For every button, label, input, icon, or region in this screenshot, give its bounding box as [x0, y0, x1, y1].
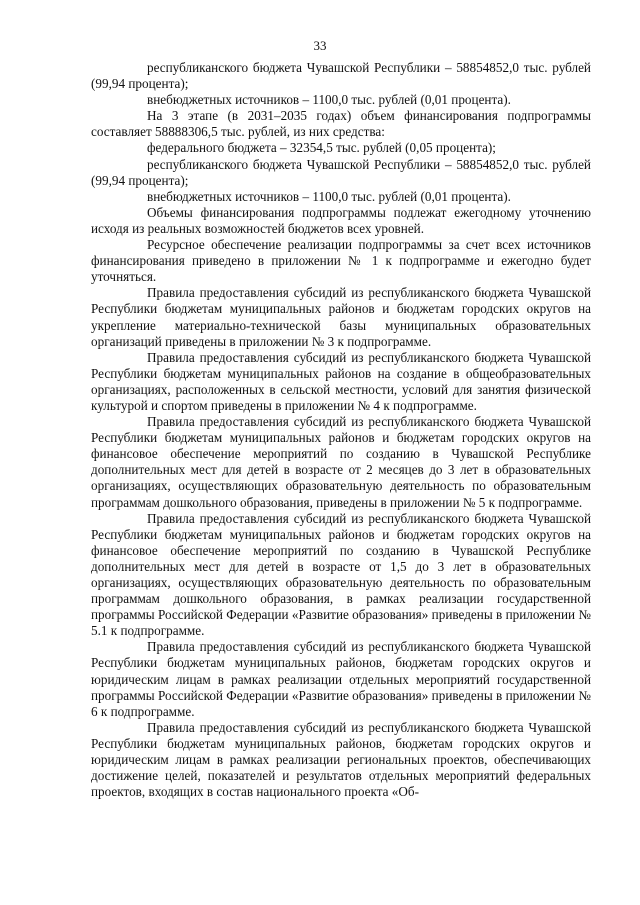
paragraph-12: Правила предоставления субсидий из республиканского бюджета Чувашской Республики бюджетам муниципальных районов и бюджетам городских округов на финансовое обеспечение мероприятий по созданию в Чувашской Республике дополнительных мест для детей в возрасте от 1,5 до 3 лет в образовательных организациях, осуществляющих образовательную деятельность по образовательным программам дошкольного образования, в рамках реализации государственной программы Российской Федерации «Развитие образования» приведены в приложении № 5.1 к подпрограмме. — [91, 510, 591, 639]
paragraph-9: Правила предоставления субсидий из республиканского бюджета Чувашской Республики бюджетам муниципальных районов и бюджетам городских округов на укрепление материально-технической базы муниципальных образовательных организаций приведены в приложении № 3 к подпрограмме. — [91, 285, 591, 349]
document-body — [91, 60, 591, 800]
paragraph-11: Правила предоставления субсидий из республиканского бюджета Чувашской Республики бюджетам муниципальных районов и бюджетам городских округов на финансовое обеспечение мероприятий по созданию в Чувашской Республике дополнительных мест для детей в возрасте от 2 месяцев до 3 лет в образовательных организациях, осуществляющих образовательную деятельность по образовательным программам дошкольного образования, приведены в приложении № 5 к подпрограмме. — [91, 414, 591, 510]
paragraph-2: внебюджетных источников – 1100,0 тыс. рублей (0,01 процента). — [147, 92, 511, 108]
paragraph-4: федерального бюджета – 32354,5 тыс. рублей (0,05 процента); — [147, 140, 496, 156]
paragraph-7: Объемы финансирования подпрограммы подлежат ежегодному уточнению исходя из реальных возможностей бюджетов всех уровней. — [91, 204, 591, 236]
page-number: 33 — [313, 38, 327, 53]
paragraph-14: Правила предоставления субсидий из республиканского бюджета Чувашской Республики бюджетам муниципальных районов, бюджетам городских округов и юридическим лицам в рамках реализации региональных проектов, обеспечивающих достижение целей, показателей и результатов отдельных мероприятий федеральных проектов, входящих в состав национального проекта «Об- — [91, 719, 591, 800]
paragraph-8: Ресурсное обеспечение реализации подпрограммы за счет всех источников финансирования приведено в приложении № 1 к подпрограмме и ежегодно будет уточняться. — [91, 237, 591, 285]
paragraph-10: Правила предоставления субсидий из республиканского бюджета Чувашской Республики бюджетам муниципальных районов на создание в общеобразовательных организациях, расположенных в сельской местности, условий для занятия физической культурой и спортом приведены в приложении № 4 к подпрограмме. — [91, 349, 591, 413]
paragraph-1: республиканского бюджета Чувашской Республики – 58854852,0 тыс. рублей (99,94 процента); — [91, 60, 591, 92]
paragraph-13: Правила предоставления субсидий из республиканского бюджета Чувашской Республики бюджетам муниципальных районов, бюджетам городских округов и юридическим лицам в рамках реализации отдельных мероприятий государственной программы Российской Федерации «Развитие образования» приведены в приложении № 6 к подпрограмме. — [91, 639, 591, 719]
paragraph-6: внебюджетных источников – 1100,0 тыс. рублей (0,01 процента). — [147, 188, 511, 204]
paragraph-3: На 3 этапе (в 2031–2035 годах) объем финансирования подпрограммы составляет 58888306,5 тыс. рублей, из них средства: — [91, 108, 591, 140]
paragraph-5: республиканского бюджета Чувашской Республики – 58854852,0 тыс. рублей (99,94 процента); — [91, 156, 591, 188]
